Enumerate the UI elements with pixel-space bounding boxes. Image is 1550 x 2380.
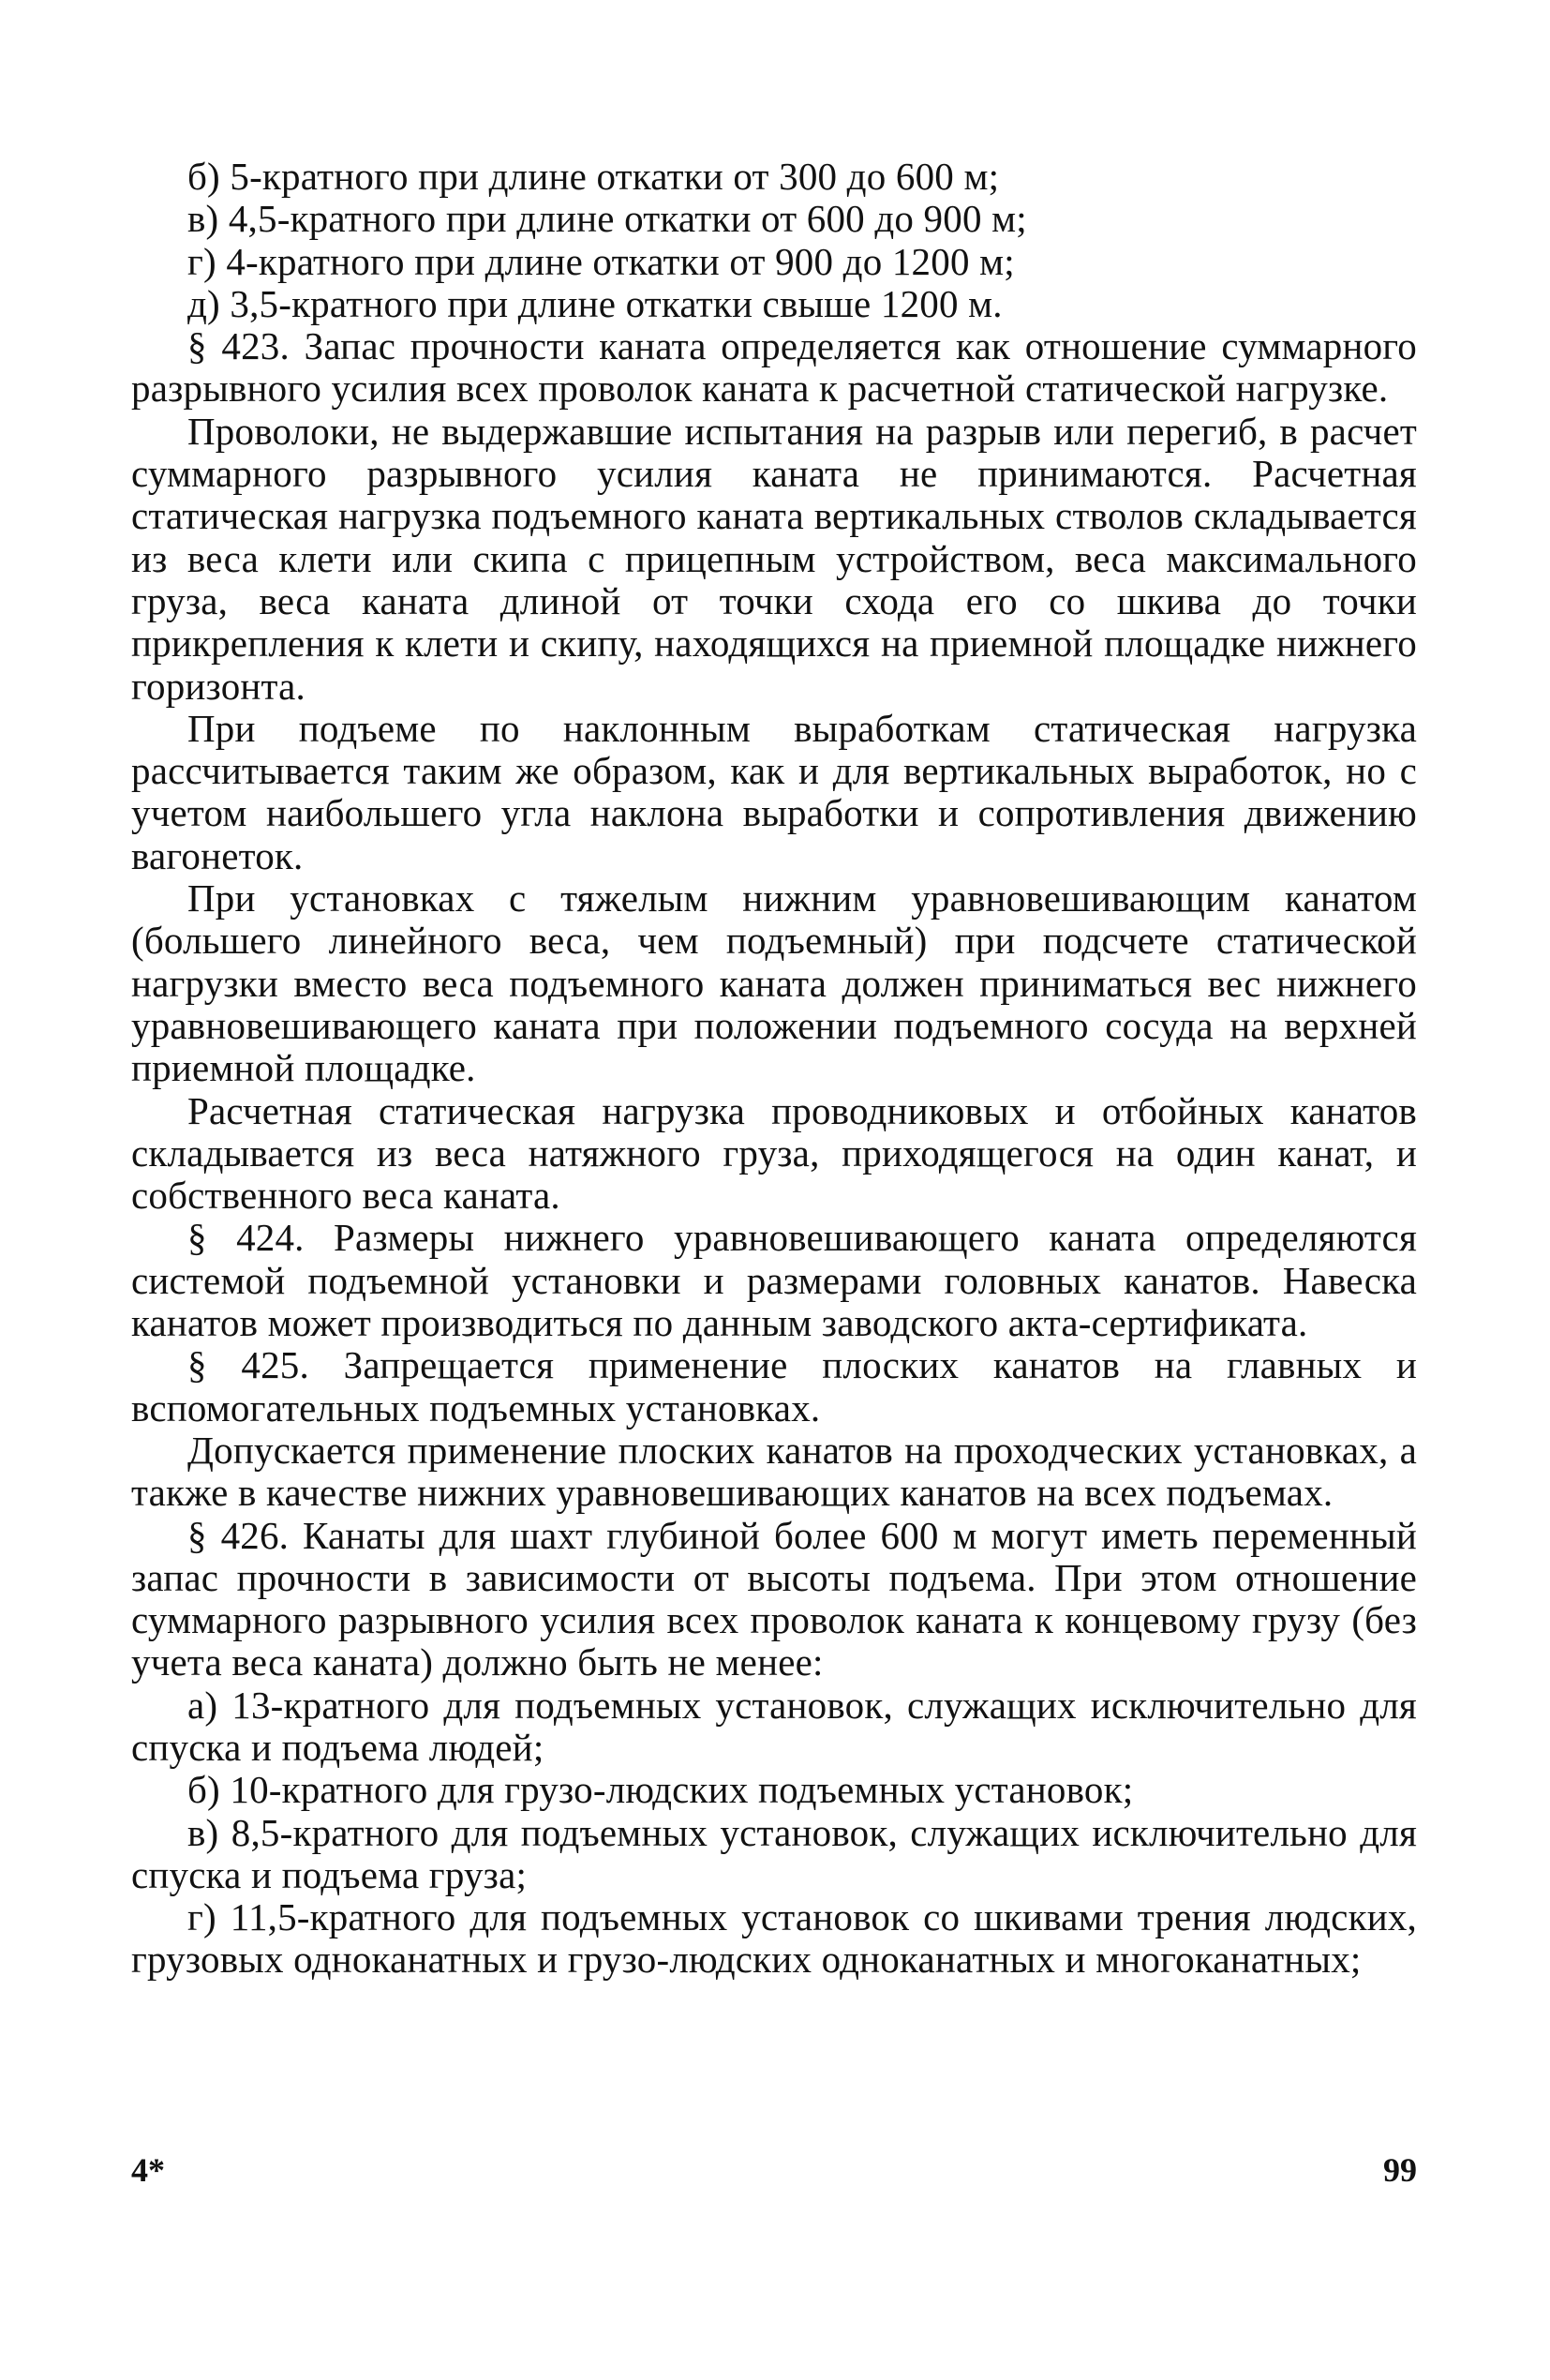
flat-ropes-allowed-paragraph: Допускается применение плоских канатов на проходческих установках, а также в качестве нижних уравновешивающих канатов на всех подъемах. — [131, 1428, 1417, 1515]
list-item-g-4x: г) 4-кратного при длине откатки от 900 до 1200 м; — [187, 239, 1015, 283]
guide-rope-paragraph: Расчетная статическая нагрузка проводниковых и отбойных канатов складывается из веса натяжного груза, приходящегося на один канат, и собственного веса каната. — [131, 1088, 1417, 1218]
section-426-paragraph: § 426. Канаты для шахт глубиной более 600 м могут иметь переменный запас прочности в зависимости от высоты подъема. При этом отношение суммарного разрывного усилия всех проволок каната к концевому грузу (без учета веса каната) должно быть не менее: — [131, 1513, 1417, 1684]
inclined-workings-paragraph: При подъеме по наклонным выработкам статическая нагрузка рассчитывается таким же образом, как и для вертикальных выработок, но с учетом наибольшего угла наклона выработки и сопротивления движению вагонеток. — [131, 706, 1417, 877]
heavy-tail-rope-paragraph: При установках с тяжелым нижним уравновешивающим канатом (большего линейного веса, чем подъемный) при подсчете статической нагрузки вместо веса подъемного каната должен приниматься вес нижнего уравновешивающего каната при положении подъемного сосуда на верхней приемной площадке. — [131, 876, 1417, 1090]
list-item-v-4-5x: в) 4,5-кратного при длине откатки от 600 до 900 м; — [187, 197, 1027, 241]
list-item-d-3-5x: д) 3,5-кратного при длине откатки свыше 1200 м. — [187, 281, 1003, 325]
page-footer — [131, 2150, 1417, 2197]
list-item-b-5x: б) 5-кратного при длине откатки от 300 до 600 м; — [187, 155, 1000, 198]
list-item-v-8-5x: в) 8,5-кратного для подъемных установок, служащих исключительно для спуска и подъема груза; — [131, 1810, 1417, 1896]
signature-mark: 4* — [131, 2151, 165, 2189]
section-423-paragraph: § 423. Запас прочности каната определяется как отношение суммарного разрывного усилия всех проволок каната к расчетной статической нагрузке. — [131, 324, 1417, 411]
body-text — [131, 156, 1417, 1982]
section-425-paragraph: § 425. Запрещается применение плоских канатов на главных и вспомогательных подъемных установках. — [131, 1343, 1417, 1429]
wires-paragraph: Проволоки, не выдержавшие испытания на разрыв или перегиб, в расчет суммарного разрывного усилия каната не принимаются. Расчетная статическая нагрузка подъемного каната вертикальных стволов складывается из веса клети или скипа с прицепным устройством, веса максимального груза, веса каната длиной от точки схода его со шкива до точки прикрепления к клети и скипу, находящихся на приемной площадке нижнего горизонта. — [131, 409, 1417, 708]
list-item-a-13x: а) 13-кратного для подъемных установок, служащих исключительно для спуска и подъема людей; — [131, 1683, 1417, 1769]
page-number: 99 — [1383, 2151, 1417, 2189]
list-item-b-10x: б) 10-кратного для грузо-людских подъемных установок; — [187, 1768, 1134, 1812]
section-424-paragraph: § 424. Размеры нижнего уравновешивающего каната определяются системой подъемной установки и размерами головных канатов. Навеска канатов может производиться по данным заводского акта-сертификата. — [131, 1216, 1417, 1345]
list-item-g-11-5x: г) 11,5-кратного для подъемных установок со шкивами трения людских, грузовых одноканатных и грузо-людских одноканатных и многоканатных; — [131, 1895, 1417, 1982]
